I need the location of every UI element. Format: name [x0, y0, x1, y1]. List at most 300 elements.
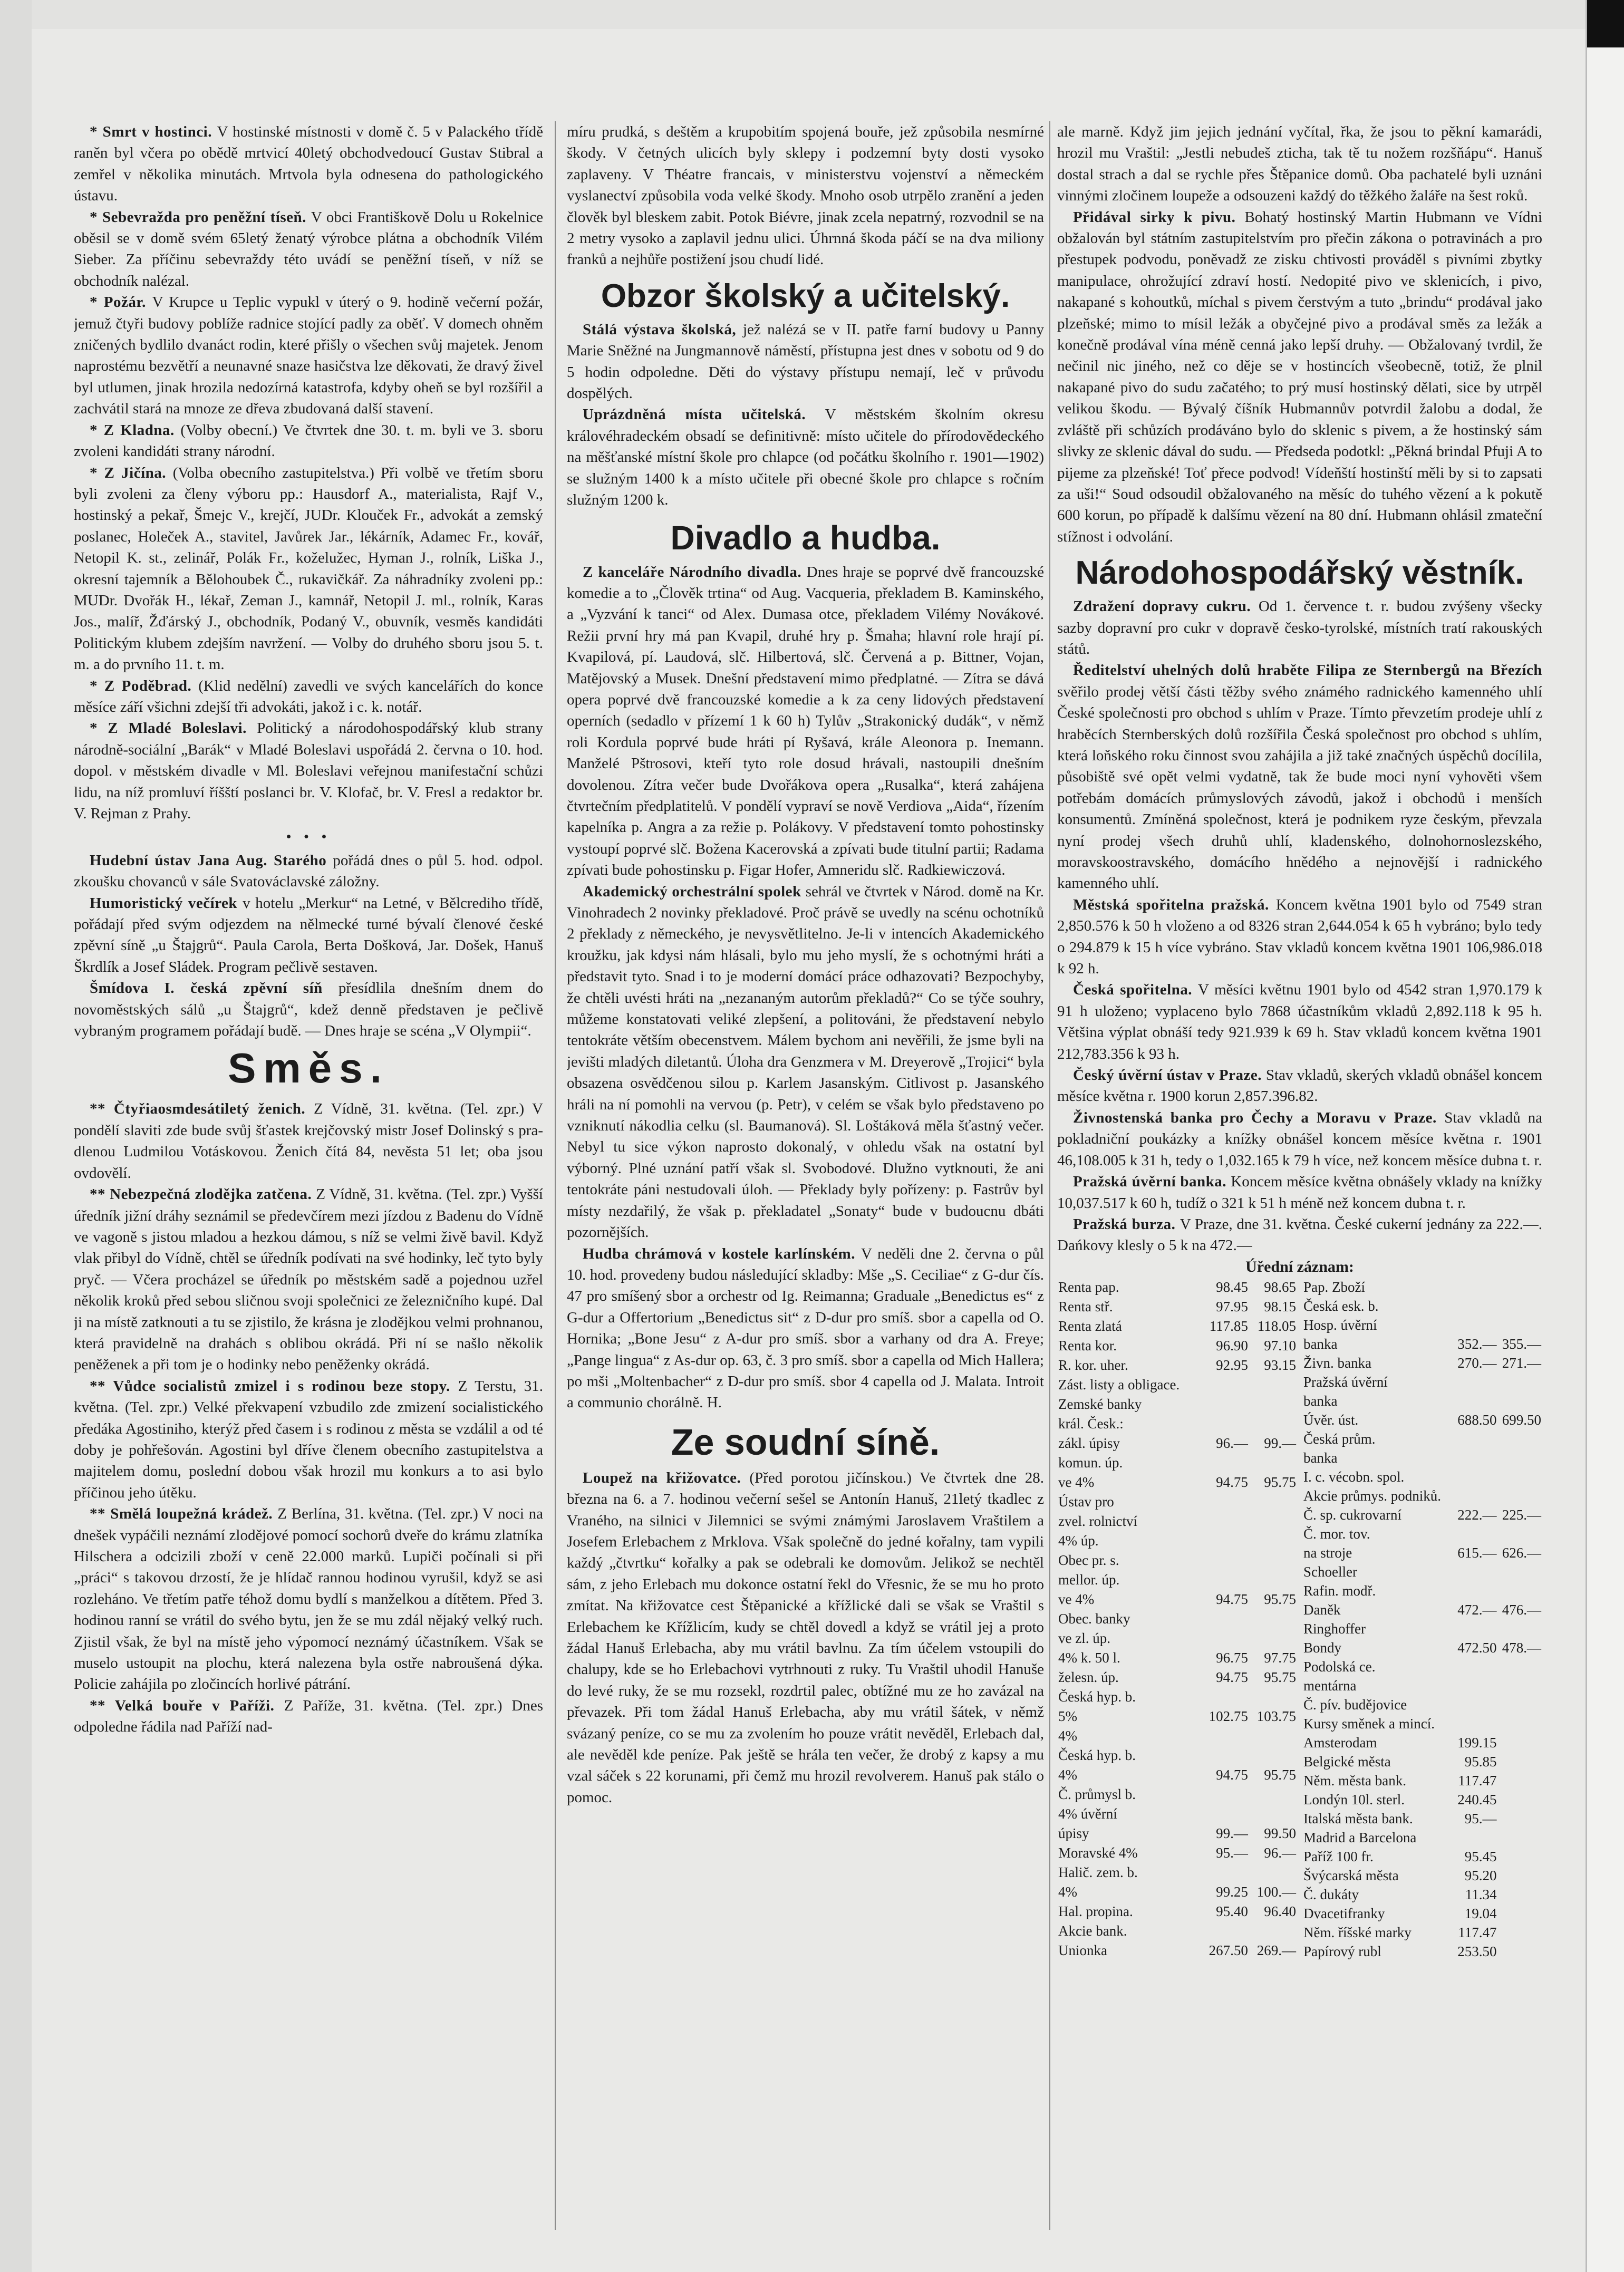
- table-value-cell: 99.—: [1216, 1825, 1248, 1842]
- article-paragraph: [1057, 207, 1542, 548]
- table-value-cell: 117.47: [1458, 1772, 1497, 1788]
- table-value-cell: [1453, 1657, 1497, 1676]
- table-value-cell: [1453, 1278, 1497, 1297]
- table-row: [1057, 1882, 1297, 1902]
- column-1-news: [74, 121, 543, 824]
- table-value-cell: [1498, 1429, 1542, 1448]
- article-paragraph: [567, 404, 1044, 510]
- table-row: [1302, 1448, 1542, 1467]
- heading-soud: Ze soudní síně.: [671, 1421, 940, 1463]
- table-value-cell: [1201, 1726, 1249, 1746]
- table-value-cell: [1453, 1391, 1497, 1410]
- table-value-cell: 267.50: [1209, 1942, 1248, 1959]
- table-label-cell: Kursy směnek a mincí.: [1303, 1715, 1435, 1732]
- table-value-cell: [1249, 1804, 1297, 1824]
- article-text: Politický a národohospodářský klub strany národně-sociální „Barák“ v Mladé Boleslavi uspořádá 2. června o 10. hod. dopol. v městském divadle v Ml. Boleslavi veřejnou manifestační schůzi lidu, na níž promluví říšští poslanci br. V. Klofač, br. V. Fresl a redaktor br. V. Rejman z Prahy.: [74, 720, 543, 822]
- article-lead: Přidával sirky k pivu.: [1073, 208, 1245, 226]
- table-value-cell: 99.25: [1216, 1884, 1248, 1900]
- table-row: [1057, 1785, 1297, 1804]
- table-label-cell: Schoeller: [1303, 1563, 1357, 1580]
- table-label-cell: Renta pap.: [1058, 1279, 1119, 1295]
- table-value-cell: 96.—: [1264, 1845, 1296, 1861]
- table-value-cell: [1498, 1448, 1542, 1467]
- table-row: [1057, 1941, 1297, 1960]
- table-value-cell: 699.50: [1502, 1411, 1541, 1428]
- article-text: (Volba obecního zastupitelstva.) Při volbě ve třetím sboru byli zvoleni za členy výboru pp.: Hausdorf A., materialista, Rajf V., hostinský a pekař, Šmejc V., krejčí, JUDr. Klouček Fr., advokát a zemský poslanec, Holeček A., stavitel, Javůrek Jar., lékárník, Adamec Fr., kovář, Netopil K. st., zelinář, Polák Fr., koželužec, Hyman J., rolník, Liška J., okresní tajemník a Bělohoubek Č., rukavičkář. Za náhradníky zvoleni pp.: MUDr. Dvořák H., lékař, Zeman J., kamnář, Netopil J. ml., rolník, Karas Jos., malíř, Žďárský J., obchodník, Podaný V., obuvník, vesměs kandidáti Politickým klubem zdejším navržení. — Volby do druhého sboru jsou 5. t. m. a do prvního 11. t. m.: [74, 464, 543, 673]
- table-value-cell: [1201, 1551, 1249, 1570]
- article-paragraph: [567, 1467, 1044, 1809]
- table-value-cell: [1249, 1531, 1297, 1551]
- table-label-cell: Obec pr. s.: [1058, 1552, 1119, 1568]
- table-row: [1302, 1847, 1542, 1866]
- table-value-cell: 95.75: [1264, 1474, 1296, 1490]
- table-label-cell: ve 4%: [1058, 1474, 1095, 1490]
- article-paragraph: [74, 850, 543, 893]
- table-value-cell: [1201, 1395, 1249, 1414]
- table-value-cell: [1498, 1391, 1542, 1410]
- table-label-cell: Papírový rubl: [1303, 1943, 1381, 1959]
- table-value-cell: 269.—: [1256, 1942, 1296, 1959]
- table-label-cell: 5%: [1058, 1708, 1077, 1725]
- table-label-cell: Italská města bank.: [1303, 1810, 1413, 1826]
- column-3: [1057, 121, 1542, 2235]
- heading-narod: Národohospodářský věstník.: [1075, 555, 1524, 592]
- table-label-cell: Zást. listy a obligace.: [1058, 1376, 1180, 1393]
- article-text: V městském školním okresu královéhradeckém obsadí se definitivně: místo učitele do přírodovědeckého na měšťanské místní škole pro chlapce (od počátku školního r. 1901—1902) se služným 1400 k a místo učitele při obecné škole pro chlapce s ročním služným 1200 k.: [567, 406, 1044, 509]
- article-paragraph: [567, 121, 1044, 270]
- scan-top-margin: [0, 0, 1624, 29]
- table-label-cell: Renta zlatá: [1058, 1318, 1122, 1334]
- table-label-cell: Akcie bank.: [1058, 1923, 1127, 1939]
- article-text: Dnes hraje se poprvé dvě francouzské komedie a to „Člověk trtina“ od Aug. Vacqueria, překladem B. Kaminského, a „Vyzvání k tanci“ od Alex. Dumasa otce, překladem Vilémy Novákové. Režii první hry má pan Kvapil, druhé hry p. Šmaha; hlavní role hrají pí. Kvapilová, pí. Laudová, slč. Hilbertová, slč. Červená a p. Bittner, Vojan, Matějovský a Musek. Dnešní představení mimo předplatné. — Zítra se dává opera poprvé dvě francouzské komedie a k za ceny lidových představení operních (sedadlo v přízemí 1 k 60 h) Tylův „Strakonický dudák“, v němž roli Kordula poprvé bude hráti pí Ryšavá, krále Aleonora p. Inemann. Manželé Pštrosovi, kteří tyto role dosud hrávali, nastoupili dnešním dovolenou. Zítra večer bude Dvořákova opera „Rusalka“, která zahájena čtvrtečním předplatitelů. V pondělí vypraví se nově Verdiova „Aida“, řízením kapelníka p. Angra a za režie p. Polákovy. V představení tomto pohostinsky vystoupí poprvé slč. Božena Kacerovská a zpívati bude titulní partii; Radama zpívati bude pohostinsku p. Figar Hofer, Amneridu slč. Radkiewiczová.: [567, 563, 1044, 879]
- table-row: [1302, 1581, 1542, 1600]
- table-row: [1302, 1600, 1542, 1619]
- table-value-cell: 95.20: [1464, 1867, 1497, 1883]
- table-value-cell: 117.85: [1209, 1318, 1248, 1334]
- table-row: [1057, 1297, 1297, 1317]
- table-label-cell: Česká hyp. b.: [1058, 1689, 1136, 1705]
- article-lead: Městská spořitelna pražská.: [1073, 896, 1276, 913]
- table-value-cell: [1201, 1512, 1249, 1531]
- article-lead: Uprázdněná místa učitelská.: [583, 406, 825, 423]
- article-paragraph: [1057, 660, 1542, 894]
- table-row: [1057, 1726, 1297, 1746]
- table-label-cell: 4% k. 50 l.: [1058, 1650, 1120, 1666]
- table-label-cell: Belgické města: [1303, 1753, 1391, 1770]
- table-label-cell: na stroje: [1303, 1544, 1352, 1561]
- article-text: Bohatý hostinský Martin Hubmann ve Vídni obžalován byl státním zastupitelstvím pro přečin zákona o potravinách a pro přestupek podvodu, poněvadž ze zisku chtivosti prováděl s pivními zbytky manipulace, ohrožující zdraví hostí. Nedopité pivo ve sklenicích, i pivo, nakapané s kohoutků, míchal s pivem čerstvým a tuto „brindu“ prodával jako plzeňské; mimo to mísil ležák a obyčejné pivo a prodával směs za ležák a konečně prodával vína méně cenná jako lepší druhy. — Obžalovaný tvrdil, že nečinil nic jiného, než co děje se v hostincích všeobecně, totiž, že plnil nakapané pivo do sudu začatého; to prý musí hostinský dělati, sice by utrpěl velikou škodu. — Bývalý číšník Hubmannův potvrdil žalobu a dodal, že zvláště při schůzích prodáváno bylo do sklenic s pivem, a že hostinský sám slivky ze sklenic dával do sudu. — Předseda podotkl: „Pěkná brindal Pfuji A to pijeme za plzeňské! Toť přece podvod! Vídeňští hostinští měli by si to zapsati za uši!“ Soud odsoudil obžalovaného na měsíc do tuhého vězení a k pokutě 600 korun, po případě k dalšímu vězení na 80 dní. Hubmann ohlásil zmateční stížnost i odvolání.: [1057, 208, 1542, 545]
- article-paragraph: [74, 1098, 543, 1184]
- column-2-continuation: [567, 121, 1044, 270]
- table-value-cell: 94.75: [1216, 1474, 1248, 1490]
- table-value-cell: [1498, 1467, 1542, 1486]
- scan-left-margin: [0, 0, 32, 2272]
- table-row: [1057, 1902, 1297, 1921]
- table-row: [1302, 1866, 1542, 1885]
- table-row: [1302, 1714, 1542, 1733]
- table-label-cell: Česká esk. b.: [1303, 1298, 1379, 1314]
- table-row: [1302, 1486, 1542, 1505]
- column-2: [567, 121, 1044, 2235]
- article-text: (Klid nedělní) zavedli ve svých kancelářích do konce měsíce září všichni zdejší tři advokáti, jakož i c. k. notář.: [74, 677, 543, 716]
- table-value-cell: [1201, 1414, 1249, 1434]
- article-lead: * Z Mladé Boleslavi.: [90, 720, 257, 737]
- table-value-cell: [1498, 1619, 1542, 1638]
- article-text: přesídlila dnešním dnem do novoměstských sálů „u Štajgrů“, kdež denně představen je pečlivě vybraným programem pořádají budě. — Dnes hraje se scéna „V Olympii“.: [74, 980, 543, 1040]
- table-value-cell: 688.50: [1457, 1411, 1497, 1428]
- table-value-cell: [1453, 1372, 1497, 1391]
- table-label-cell: Renta stř.: [1058, 1298, 1113, 1314]
- article-lead: ** Velká bouře v Paříži.: [90, 1697, 284, 1714]
- table-value-cell: 98.45: [1216, 1279, 1248, 1295]
- table-value-cell: [1453, 1562, 1497, 1581]
- article-paragraph: [567, 881, 1044, 1243]
- article-paragraph: [74, 462, 543, 675]
- article-lead: Hudba chrámová v kostele karlínském.: [583, 1245, 861, 1262]
- table-value-cell: [1453, 1828, 1497, 1847]
- article-text: (Před porotou jičínskou.) Ve čtvrtek dne 28. března na 6. a 7. hodinou večerní sešel se Antonín Hanuš, 21letý tkadlec z Vraného, na silnici v Jilemnici se svými známými Jaroslavem Vraštilem a Josefem Erlebachem z Mrklova. Však společně do jedné kořalny, tam vypili každý „čtvrtku“ kořalky a pak se odebrali ke domovům. Jelikož se nechtěl sám, z jeho Erlebach mu dokonce ostatní řekl do Vřesnic, že se mu ho proto zmítat. Na křižovatce cest Štěpanické a křížlické dali se však se Vraštil s Erlebachem ke Křížlicím, kudy se chtěl dovedl a když se vrátil jej a proto žádal Hanuš Erlebacha, aby mu vrátil bavlnu. Za tím účelem vstoupili do chalupy, kde se ho Erlebachovi vytrhnouti z ruky. Tu Vraštil uhodil Hanuše do levé ruky, že se mu rozsekl, rozdrtil palec, obtížné mu ze ho zavázal na převazek. Při tom žádal Hanuš Erlebacha, aby mu vrátil šátek, v němž svázaný peníze, co se mu za zvolením ho pouze vrátit nevěděl, Erlebach dal, ale nevěděl kde peníze. Pak ještě se hrála ten večer, že drobý z kapsy a mu vzal sáček s 22 korunami, při čemž mu hrozil revolverem. Hanuš pak stálo o pomoc.: [567, 1469, 1044, 1806]
- table-label-cell: Rafin. modř.: [1303, 1582, 1376, 1599]
- table-value-cell: [1498, 1372, 1542, 1391]
- table-row: [1302, 1676, 1542, 1695]
- table-row: [1302, 1316, 1542, 1335]
- table-row: [1057, 1609, 1297, 1629]
- table-label-cell: Č. průmysl b.: [1058, 1786, 1136, 1803]
- table-value-cell: [1249, 1512, 1297, 1531]
- table-label-cell: 4% úp.: [1058, 1532, 1099, 1549]
- column-3-economy: [1057, 596, 1542, 1256]
- table-row: [1057, 1473, 1297, 1492]
- table-row: [1057, 1512, 1297, 1531]
- table-value-cell: [1498, 1866, 1542, 1885]
- table-value-cell: 94.75: [1216, 1591, 1248, 1607]
- table-label-cell: Č. sp. cukrovarní: [1303, 1506, 1401, 1523]
- table-value-cell: [1249, 1453, 1297, 1473]
- column-3-court: [1057, 121, 1542, 547]
- table-row: [1302, 1429, 1542, 1448]
- article-paragraph: [74, 1184, 543, 1376]
- table-value-cell: [1249, 1687, 1297, 1707]
- table-row: [1302, 1695, 1542, 1714]
- table-value-cell: 102.75: [1209, 1708, 1248, 1725]
- table-label-cell: Č. mor. tov.: [1303, 1525, 1370, 1542]
- table-row: [1302, 1904, 1542, 1923]
- article-lead: Pražská úvěrní banka.: [1073, 1173, 1231, 1191]
- table-value-cell: 117.47: [1458, 1924, 1497, 1940]
- article-text: míru prudká, s deštěm a krupobitím spojená bouře, jež způsobila nesmírné škody. V četných ulicích byly sklepy i podzemní byty dosti vysoko zaplaveny. V Théatre francais, v ministerstvu vojenství a německém vyslanectví způsobila voda velké škody. Mnoho osob utrpělo zranění a jeden člověk byl bleskem zabit. Potok Biévre, jinak zcela nepatrný, rozvodnil se na 2 metry vysoko a zaplavil jednu ulici. Úhrnná škoda páčí se na dva miliony franků a nejhůře postižení jsou chudí lidé.: [567, 123, 1044, 268]
- heading-uredni: Úřední záznam:: [1245, 1258, 1354, 1275]
- table-row: [1057, 1278, 1297, 1297]
- table-row: [1057, 1668, 1297, 1687]
- article-paragraph: [74, 420, 543, 462]
- table-label-cell: komun. úp.: [1058, 1454, 1123, 1471]
- article-text: Z Berlína, 31. května. (Tel. zpr.) V noci na dnešek vypáčili neznámí zlodějové pomocí sochorů dveře do krámu zlatníka Hilschera a odcizili zboží v ceně 22.000 marků. Lupiči počínali si při „práci“ s takovou drzostí, že je hlídač rannou hodinou vyrušil, když se asi rozleháno. Ve třetím patře téhož domu bydlí s manželkou a dítětem. Před 3. hodinou ranní se vrátil do svého bytu, jen že se mu zdál nějaký velký ruch. Zjistil však, že byl na místě jeho výpomocí neznámý účastníkem. Však se muselo ustoupit na plochu, která nalezena byla ostře nabroušená dýka. Policie zahájila po zločincích horlivé pátrání.: [74, 1505, 543, 1693]
- article-lead: ** Nebezpečná zlodějka zatčena.: [90, 1186, 316, 1203]
- article-lead: * Požár.: [90, 294, 152, 311]
- article-paragraph: [74, 1695, 543, 1738]
- article-text: jež nalézá se v II. patře farní budovy u Panny Marie Sněžné na Jungmannově náměstí, přístupna jest dnes v sobotu od 9 do 5 hodin odpoledne. Děti do výstavy přístupu nemají, leč v průvodu dospělých.: [567, 321, 1044, 402]
- heading-smes: Směs.: [228, 1045, 389, 1092]
- table-value-cell: [1453, 1524, 1497, 1543]
- article-text: V Krupce u Teplic vypukl v úterý o 9. hodině večerní požár, jemuž čtyři budovy poblíže radnice stojící padly za oběť. V domech ohněm zničených bydlilo dvanáct rodin, které přišly o všechen svůj majetek. Jenom naprostému bezvětří a neunavné snaze hasičstva lze děkovati, že dravý živel byl utlumen, jinak hrozila nedozírná katastrofa, kdyby oheň se byl rozšířil a zachvátil stará na mnoze ze dřeva zbudovaná další stavení.: [74, 294, 543, 418]
- table-row: [1302, 1524, 1542, 1543]
- table-value-cell: [1453, 1429, 1497, 1448]
- column-2-theatre: [567, 562, 1044, 1414]
- article-lead: * Z Kladna.: [90, 421, 181, 439]
- article-paragraph: [567, 562, 1044, 881]
- table-value-cell: 96.75: [1216, 1650, 1248, 1666]
- table-value-cell: 96.40: [1264, 1903, 1296, 1920]
- exchange-table-left: [1057, 1278, 1297, 1961]
- table-value-cell: [1201, 1492, 1249, 1512]
- article-lead: Hudební ústav Jana Aug. Starého: [90, 852, 333, 869]
- table-row: [1302, 1923, 1542, 1942]
- table-value-cell: [1453, 1448, 1497, 1467]
- table-label-cell: želesn. úp.: [1058, 1669, 1119, 1686]
- table-row: [1057, 1375, 1297, 1395]
- table-value-cell: [1201, 1746, 1249, 1765]
- article-lead: ** Čtyřiaosmdesátiletý ženich.: [90, 1100, 314, 1118]
- table-label-cell: 4% úvěrní: [1058, 1806, 1117, 1822]
- table-value-cell: [1498, 1904, 1542, 1923]
- table-value-cell: 97.75: [1264, 1650, 1296, 1666]
- table-row: [1057, 1551, 1297, 1570]
- table-value-cell: 96.—: [1216, 1435, 1248, 1451]
- article-lead: * Sebevražda pro peněžní tíseň.: [90, 208, 311, 226]
- article-lead: ** Vůdce socialistů zmizel i s rodinou beze stopy.: [90, 1377, 458, 1395]
- table-label-cell: Něm. říšské marky: [1303, 1924, 1412, 1940]
- table-value-cell: [1498, 1942, 1542, 1961]
- article-text: pořádá dnes o půl 5. hod. odpol. zkoušku chovanců v sále Svatováclavské záložny.: [74, 852, 543, 891]
- table-row: [1057, 1317, 1297, 1336]
- article-text: V Praze, dne 31. května. České cukerní jednány za 222.—. Dańkovy klesly o 5 k na 472.—: [1057, 1215, 1542, 1254]
- table-value-cell: [1201, 1921, 1249, 1941]
- table-value-cell: 472.50: [1457, 1639, 1497, 1656]
- article-text: Z Vídně, 31. května. (Tel. zpr.) V pondělí slaviti zde bude svůj šťastek krejčovský mistr Josef Dolinský s pra-dlenou Ludmilou Votáskovou. Ženich čítá 84, nevěsta 51 let; oba jsou ovdovělí.: [74, 1100, 543, 1182]
- table-value-cell: [1498, 1771, 1542, 1790]
- table-row: [1302, 1657, 1542, 1676]
- table-row: [1302, 1372, 1542, 1391]
- table-value-cell: [1498, 1676, 1542, 1695]
- table-label-cell: Akcie průmys. podniků.: [1303, 1487, 1441, 1504]
- table-label-cell: Amsterodam: [1303, 1734, 1377, 1751]
- article-text: V neděli dne 2. června o půl 10. hod. provedeny budou následující skladby: Mše „S. Ceciliae“ z G-dur čís. 47 pro smíšený sbor a orchestr od Ig. Reimanna; Graduale „Benedictus es“ z G-dur a Offertorium „Benedictus sit“ z D-dur pro smíš. sbor a capella od O. Hornika; „Bone Jesu“ z A-dur pro smíš. sbor a varhany od dra A. Freye; „Pange lingua“ z As-dur op. 63, č. 3 pro smíš. sbor a capella od Mich Hallera; po mši „Moltenbacher“ z D-dur pro smíš. sbor 4 capella od J. Malata. Introit a communio chorálně. H.: [567, 1245, 1044, 1411]
- table-label-cell: Halič. zem. b.: [1058, 1864, 1138, 1881]
- table-label-cell: Dvacetifranky: [1303, 1905, 1385, 1921]
- table-value-cell: [1249, 1375, 1297, 1395]
- table-label-cell: Švýcarská města: [1303, 1867, 1399, 1883]
- article-lead: * Z Poděbrad.: [90, 677, 199, 694]
- table-value-cell: [1498, 1752, 1542, 1771]
- table-label-cell: Č. pív. budějovice: [1303, 1696, 1407, 1713]
- article-text: Stav vkladů na pokladniční poukázky a knížky obnášel koncem měsíce května r. 1901 46,108.005 k 31 h, tedy o 1,032.165 k 79 h více, než koncem měsíce dubna t. r.: [1057, 1109, 1542, 1169]
- table-label-cell: Česká hyp. b.: [1058, 1747, 1136, 1764]
- table-row: [1302, 1752, 1542, 1771]
- table-value-cell: [1453, 1486, 1497, 1505]
- article-text: ale marně. Když jim jejich jednání vyčítal, řka, že jsou to pěkní kamarádi, hrozil mu Vraštil: „Jestli nebudeš zticha, tak tě tu nožem rozšňápu“. Hanuš dostal strach a dal se rychle přes Štěpanice domů. Oba pachatelé byli uznáni vinnými zločinem loupeže a odsouzeni každý do těžkého žaláře na šest roků.: [1057, 123, 1542, 205]
- table-value-cell: 95.75: [1264, 1591, 1296, 1607]
- table-value-cell: 271.—: [1502, 1355, 1541, 1371]
- table-value-cell: 225.—: [1502, 1506, 1541, 1523]
- table-value-cell: [1249, 1921, 1297, 1941]
- table-row: [1057, 1707, 1297, 1726]
- table-row: [1302, 1410, 1542, 1429]
- article-lead: Z kanceláře Národního divadla.: [583, 563, 807, 581]
- table-value-cell: 118.05: [1257, 1318, 1296, 1334]
- table-value-cell: [1453, 1676, 1497, 1695]
- table-row: [1057, 1453, 1297, 1473]
- article-lead: * Smrt v hostinci.: [90, 123, 217, 140]
- table-value-cell: 97.10: [1264, 1337, 1296, 1353]
- table-value-cell: 478.—: [1502, 1639, 1541, 1656]
- table-label-cell: Podolská ce.: [1303, 1658, 1376, 1675]
- article-lead: Stálá výstava školská,: [583, 321, 743, 338]
- table-label-cell: úpisy: [1058, 1825, 1089, 1842]
- table-value-cell: 95.40: [1216, 1903, 1248, 1920]
- table-label-cell: Renta kor.: [1058, 1337, 1117, 1353]
- column-2-school: [567, 319, 1044, 511]
- table-row: [1057, 1531, 1297, 1551]
- table-value-cell: 95.85: [1464, 1753, 1497, 1770]
- table-label-cell: Bondy: [1303, 1639, 1342, 1656]
- table-row: [1302, 1562, 1542, 1581]
- table-label-cell: I. c. vécobn. spol.: [1303, 1468, 1405, 1485]
- article-lead: Česká spořitelna.: [1073, 981, 1198, 999]
- table-row: [1057, 1843, 1297, 1863]
- table-row: [1302, 1809, 1542, 1828]
- article-paragraph: [1057, 1214, 1542, 1256]
- article-paragraph: [74, 207, 543, 292]
- article-text: V hostinské místnosti v domě č. 5 v Palackého třídě raněn byl včera po obědě mrtvicí 40letý obchodvedoucí Gustav Stibral a zemřel v několika minutách. Mrtvola byla odnesena do pathologického ústavu.: [74, 123, 543, 205]
- article-lead: ** Smělá loupežná krádež.: [90, 1505, 278, 1523]
- table-value-cell: [1201, 1863, 1249, 1882]
- table-row: [1302, 1297, 1542, 1316]
- table-label-cell: Paříž 100 fr.: [1303, 1848, 1374, 1864]
- column-1: [74, 121, 543, 2235]
- table-label-cell: Živn. banka: [1303, 1355, 1371, 1371]
- table-label-cell: král. Česk.:: [1058, 1415, 1124, 1432]
- table-value-cell: [1249, 1746, 1297, 1765]
- article-paragraph: [74, 121, 543, 207]
- table-value-cell: 94.75: [1216, 1767, 1248, 1783]
- table-value-cell: [1453, 1695, 1497, 1714]
- article-lead: Ředitelství uhelných dolů hraběte Filipa ze Sternbergů na Březích: [1073, 662, 1542, 679]
- table-row: [1057, 1336, 1297, 1356]
- article-paragraph: [74, 1376, 543, 1503]
- table-label-cell: Česká prům.: [1303, 1430, 1376, 1447]
- table-value-cell: 11.34: [1465, 1886, 1497, 1902]
- table-value-cell: [1453, 1297, 1497, 1316]
- table-value-cell: 240.45: [1457, 1791, 1497, 1807]
- article-text: Stav vkladů, skerých vkladů obnášel koncem měsíce května r. 1900 korun 2,857.396.82.: [1057, 1067, 1542, 1105]
- table-value-cell: 92.95: [1216, 1357, 1248, 1373]
- article-paragraph: [74, 1503, 543, 1695]
- table-label-cell: banka: [1303, 1336, 1338, 1352]
- table-value-cell: 199.15: [1457, 1734, 1497, 1751]
- table-value-cell: [1249, 1726, 1297, 1746]
- article-text: sehrál ve čtvrtek v Národ. domě na Kr. Vinohradech 2 novinky překladové. Proč právě se uvedly na scénu ochotníků 2 překlady z německého, je nevysvětlitelno. Je-li v intencích Akademického kroužku, jak kdysi nám hlásali, bylo mu jeho myslí, že s ochotnými hráti a představit tyto. Snad i to je moderní domácí práce odhazovati? Bezpochyby, že chtěli uvésti hráti na „nezananým autorům překladů?“ Co se týče souhry, můžeme konstatovati veliké zlepšení, a politováni, že představení nebylo tentokráte větším obecenstvem. Málem bychom ani nevěřili, že jsme byli na jevišti mladých diletantů. Úloha dra Genzmera v M. Dreyerově „Trojici“ byla obsazena osvědčenou silou p. Karlem Jasanským. Citlivost p. Jasanského hráli na ní pomohli na vervou (p. Petr), v celém se však bylo představeno po vzniknutí nákodlia celku (sl. Baumanová). Sl. Loštáková měla šťastný večer. Nebyl tu sice výkon naprosto dokonalý, v ohledu však na ostatní byl výborný. Plné uznání patří však sl. Svobodové. Dlužno vytknouti, že ani tentokráte páni nestudovali úloh. — Překlady byly pořízeny: p. Fastrův byl místy nezdařilý, že však p. překladatel „Sonaty“ bude v budoucnu dbáti pozornějších.: [567, 883, 1044, 1241]
- article-paragraph: [1057, 1065, 1542, 1107]
- article-text: Od 1. července t. r. budou zvýšeny všecky sazby dopravní pro cukr v dopravě česko-tyrolské, místních tratí rakouských států.: [1057, 598, 1542, 658]
- table-label-cell: zvel. rolnictví: [1058, 1513, 1137, 1529]
- column-2-court: [567, 1467, 1044, 1809]
- article-paragraph: [1057, 894, 1542, 980]
- table-value-cell: [1498, 1809, 1542, 1828]
- table-label-cell: Něm. města bank.: [1303, 1772, 1406, 1788]
- table-value-cell: [1201, 1570, 1249, 1590]
- heading-divadlo: Divadlo a hudba.: [670, 518, 941, 557]
- article-paragraph: [1057, 1107, 1542, 1171]
- table-row: [1057, 1746, 1297, 1765]
- table-label-cell: 4%: [1058, 1884, 1077, 1900]
- article-lead: Akademický orchestrální spolek: [583, 883, 806, 900]
- table-label-cell: zákl. úpisy: [1058, 1435, 1120, 1451]
- article-text: Koncem května 1901 bylo od 7549 stran 2,850.576 k 50 h vloženo a od 8326 stran 2,644.054 k 65 h vybráno; bylo tedy o 294.879 k 15 h více vybráno. Stav vkladů koncem května 1901 106,986.018 k 92 h.: [1057, 896, 1542, 978]
- table-value-cell: [1498, 1885, 1542, 1904]
- table-value-cell: [1498, 1733, 1542, 1752]
- table-value-cell: 95.45: [1464, 1848, 1497, 1864]
- table-value-cell: 95.—: [1464, 1810, 1497, 1826]
- column-rule: [1049, 121, 1050, 2230]
- article-paragraph: [74, 978, 543, 1041]
- table-row: [1057, 1356, 1297, 1375]
- table-label-cell: Hal. propina.: [1058, 1903, 1133, 1920]
- table-value-cell: 626.—: [1502, 1544, 1541, 1561]
- table-row: [1057, 1414, 1297, 1434]
- table-value-cell: 615.—: [1457, 1544, 1497, 1561]
- table-value-cell: [1201, 1531, 1249, 1551]
- scan-right-margin: [1586, 0, 1624, 2272]
- table-label-cell: Unionka: [1058, 1942, 1107, 1959]
- table-row: [1057, 1687, 1297, 1707]
- article-lead: Humoristický večírek: [90, 894, 243, 912]
- table-value-cell: 98.65: [1264, 1279, 1296, 1295]
- table-row: [1057, 1648, 1297, 1668]
- article-text: Z Terstu, 31. května. (Tel. zpr.) Velké překvapení vzbudilo zde zmizení socialistického předáka Agostiniho, kterýž před časem i s rodinou z města se vzdálil a od té doby je pohřešován. Agostini byl dříve členem obecního zastupitelstva a majitelem domu, poslední dobou však hrozil mu konkurs a to asi bylo příčinou jeho útěku.: [74, 1377, 543, 1501]
- table-value-cell: 99.—: [1264, 1435, 1296, 1451]
- table-label-cell: 4%: [1058, 1767, 1077, 1783]
- table-value-cell: [1498, 1714, 1542, 1733]
- article-paragraph: [74, 718, 543, 824]
- table-value-cell: [1249, 1414, 1297, 1434]
- table-value-cell: [1201, 1629, 1249, 1648]
- article-text: Koncem měsíce května obnášely vklady na knížky 10,037.517 k 60 h, tudíž o 321 k 51 h méně než koncem dubna t. r.: [1057, 1173, 1542, 1212]
- table-label-cell: Zemské banky: [1058, 1396, 1142, 1412]
- table-row: [1057, 1824, 1297, 1843]
- article-paragraph: [1057, 1171, 1542, 1214]
- exchange-tables: [1057, 1278, 1542, 1961]
- article-lead: Loupež na křižovatce.: [583, 1469, 750, 1486]
- table-value-cell: 95.—: [1216, 1845, 1248, 1861]
- table-label-cell: Madrid a Barcelona: [1303, 1829, 1417, 1845]
- table-value-cell: [1201, 1687, 1249, 1707]
- table-value-cell: [1498, 1828, 1542, 1847]
- table-value-cell: [1249, 1551, 1297, 1570]
- table-label-cell: banka: [1303, 1393, 1338, 1409]
- table-row: [1302, 1391, 1542, 1410]
- table-label-cell: mellor. úp.: [1058, 1571, 1120, 1588]
- article-paragraph: [1057, 979, 1542, 1065]
- table-value-cell: [1498, 1524, 1542, 1543]
- article-lead: Pražská burza.: [1073, 1215, 1180, 1233]
- article-text: Z Vídně, 31. května. (Tel. zpr.) Vyšší úředník jižní dráhy seznámil se předevčírem mezi jízdou z Badenu do Vídně ve vagoně s jistou mladou a hezkou dámou, s níž se velmi živě bavil. Když vlak přibyl do Vídně, chtěl se úředník podívati na své hodinky, leč tyto byly pryč. — Včera procházel se úředník po městském sadě a pojednou uzřel několik kroků před sebou sličnou svoji společnici ze železničního kupé. Dal ji na místě zatknouti a tu se zjistilo, že krásna je zlodějkou velmi prohnanou, která pravidelně na drahách s oblibou okrádá. Při ní se našlo několik peněženek a při tom je o hodinky nebo peněženky okrádá.: [74, 1186, 543, 1374]
- article-text: V obci Františkově Dolu u Rokelnice oběsil se v domě svém 65letý ženatý výrobce plátna a obchodník Vilém Sieber. Za příčinu sebevraždy této uvádí se peněžní tíseň, v níž se obchodník nalézal.: [74, 208, 543, 289]
- article-lead: Český úvěrní ústav v Praze.: [1073, 1067, 1266, 1084]
- table-row: [1302, 1733, 1542, 1752]
- table-value-cell: [1498, 1581, 1542, 1600]
- table-label-cell: Daněk: [1303, 1601, 1341, 1618]
- table-label-cell: ve zl. úp.: [1058, 1630, 1110, 1646]
